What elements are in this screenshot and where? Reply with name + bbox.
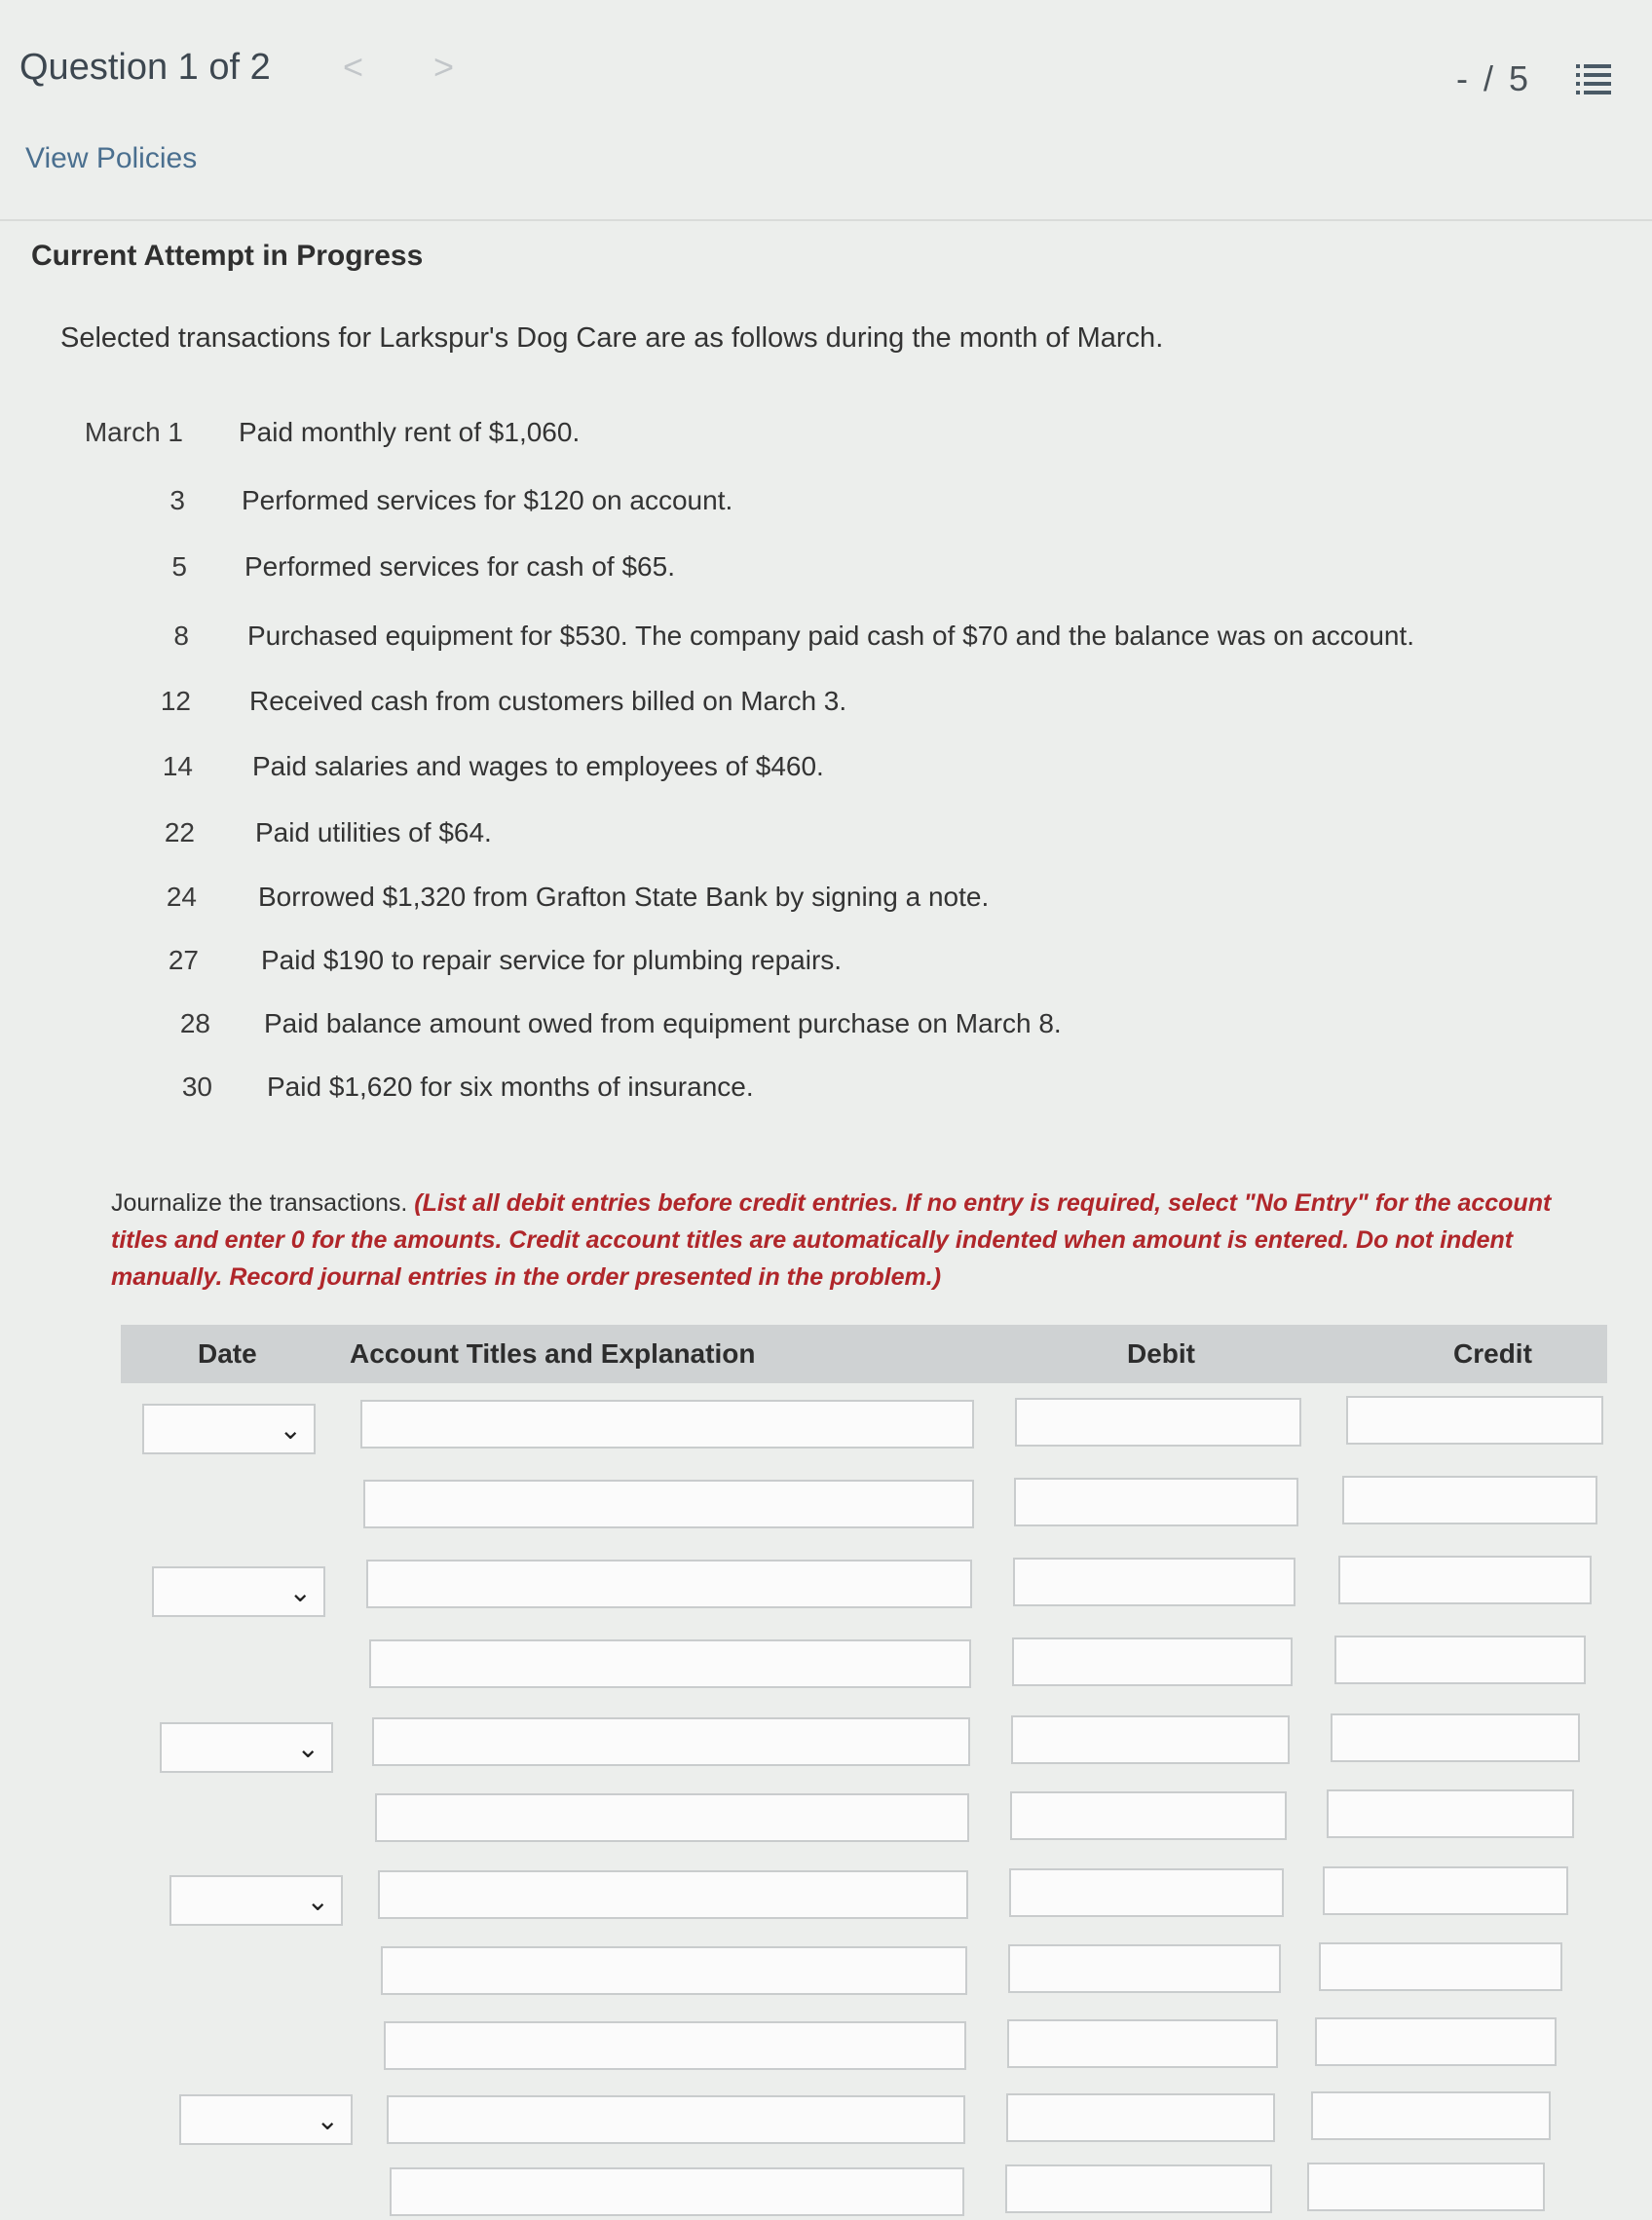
instructions-note: (List all debit entries before credit entries. If no entry is required, select "No Entry" for the account titles and enter 0 for the amounts. Credit account titles are automatically indented when amount is entered. Do not indent manually. Record journal entries in the order presented in the problem.) xyxy=(111,1189,1552,1291)
account-title-input[interactable] xyxy=(378,1870,968,1919)
debit-amount-input[interactable] xyxy=(1011,1715,1290,1764)
date-dropdown[interactable] xyxy=(179,2094,353,2145)
credit-column-header: Credit xyxy=(1453,1338,1532,1369)
question-list-icon[interactable] xyxy=(1576,62,1611,95)
account-title-input[interactable] xyxy=(390,2167,964,2216)
credit-amount-input[interactable] xyxy=(1327,1789,1574,1838)
account-title-input[interactable] xyxy=(366,1560,972,1608)
transaction-date: 24 xyxy=(166,882,197,912)
date-column-header: Date xyxy=(198,1338,257,1369)
credit-amount-input[interactable] xyxy=(1338,1556,1592,1604)
transaction-text: Received cash from customers billed on March 3. xyxy=(249,686,847,716)
transaction-text: Performed services for $120 on account. xyxy=(242,485,733,515)
debit-amount-input[interactable] xyxy=(1006,2093,1275,2142)
credit-amount-input[interactable] xyxy=(1311,2091,1551,2140)
transaction-date: 22 xyxy=(164,817,195,847)
transaction-text: Performed services for cash of $65. xyxy=(244,551,675,582)
account-title-input[interactable] xyxy=(369,1639,971,1688)
chevron-down-icon: ⌄ xyxy=(316,2105,339,2135)
journal-instructions xyxy=(111,1185,1611,1296)
debit-amount-input[interactable] xyxy=(1005,2164,1272,2213)
credit-amount-input[interactable] xyxy=(1342,1476,1597,1524)
credit-amount-input[interactable] xyxy=(1331,1713,1580,1762)
credit-amount-input[interactable] xyxy=(1319,1942,1562,1991)
journal-table-header xyxy=(121,1325,1607,1383)
transaction-date: 30 xyxy=(181,1072,212,1102)
debit-amount-input[interactable] xyxy=(1010,1791,1287,1840)
transaction-text: Borrowed $1,320 from Grafton State Bank by signing a note. xyxy=(258,882,990,912)
transaction-date: 28 xyxy=(179,1008,210,1038)
chevron-down-icon: ⌄ xyxy=(296,1733,319,1763)
chevron-down-icon: ⌄ xyxy=(306,1886,329,1916)
account-title-input[interactable] xyxy=(372,1717,970,1766)
transaction-date: 12 xyxy=(160,686,191,716)
account-column-header: Account Titles and Explanation xyxy=(350,1338,756,1369)
transaction-date: 5 xyxy=(171,551,187,582)
account-title-input[interactable] xyxy=(381,1946,967,1995)
transaction-date: 3 xyxy=(169,485,185,515)
transaction-text: Purchased equipment for $530. The company paid cash of $70 and the balance was on account. xyxy=(247,621,1415,651)
debit-amount-input[interactable] xyxy=(1009,1868,1284,1917)
attempt-status-heading: Current Attempt in Progress xyxy=(31,240,424,272)
divider xyxy=(0,219,1652,221)
credit-amount-input[interactable] xyxy=(1307,2163,1545,2211)
transaction-text: Paid $1,620 for six months of insurance. xyxy=(267,1072,754,1102)
debit-amount-input[interactable] xyxy=(1007,2019,1278,2068)
date-dropdown[interactable] xyxy=(142,1404,316,1454)
debit-amount-input[interactable] xyxy=(1012,1637,1293,1686)
score-display: - / 5 xyxy=(1456,58,1532,98)
credit-amount-input[interactable] xyxy=(1334,1636,1586,1684)
question-header xyxy=(0,0,1652,174)
account-title-input[interactable] xyxy=(360,1400,974,1449)
debit-column-header: Debit xyxy=(1127,1338,1195,1369)
chevron-down-icon: ⌄ xyxy=(279,1414,302,1445)
account-title-input[interactable] xyxy=(387,2095,965,2144)
account-title-input[interactable] xyxy=(363,1480,974,1528)
transaction-text: Paid monthly rent of $1,060. xyxy=(239,417,581,447)
transaction-text: Paid $190 to repair service for plumbing repairs. xyxy=(261,945,843,975)
next-question-button[interactable]: > xyxy=(433,47,455,87)
transaction-date: 27 xyxy=(168,945,199,975)
debit-amount-input[interactable] xyxy=(1015,1398,1301,1447)
instructions-lead: Journalize the transactions. xyxy=(111,1189,415,1217)
debit-amount-input[interactable] xyxy=(1013,1558,1295,1606)
question-counter: Question 1 of 2 xyxy=(19,47,271,88)
transaction-text: Paid balance amount owed from equipment purchase on March 8. xyxy=(264,1008,1062,1038)
view-policies-link[interactable]: View Policies xyxy=(25,142,198,174)
transaction-text: Paid salaries and wages to employees of $460. xyxy=(252,751,824,781)
previous-question-button[interactable]: < xyxy=(343,47,364,87)
problem-intro: Selected transactions for Larkspur's Dog Care are as follows during the month of March. xyxy=(60,322,1164,354)
transaction-date: March 1 xyxy=(84,417,183,447)
credit-amount-input[interactable] xyxy=(1315,2017,1557,2066)
credit-amount-input[interactable] xyxy=(1346,1396,1603,1445)
date-dropdown[interactable] xyxy=(160,1722,333,1773)
transaction-date: 14 xyxy=(162,751,193,781)
debit-amount-input[interactable] xyxy=(1008,1944,1281,1993)
date-dropdown[interactable] xyxy=(152,1566,325,1617)
chevron-down-icon: ⌄ xyxy=(288,1577,312,1607)
account-title-input[interactable] xyxy=(384,2021,966,2070)
debit-amount-input[interactable] xyxy=(1014,1478,1298,1526)
credit-amount-input[interactable] xyxy=(1323,1866,1568,1915)
date-dropdown[interactable] xyxy=(169,1875,343,1926)
account-title-input[interactable] xyxy=(375,1793,969,1842)
transaction-text: Paid utilities of $64. xyxy=(255,817,492,847)
transaction-date: 8 xyxy=(173,621,189,651)
